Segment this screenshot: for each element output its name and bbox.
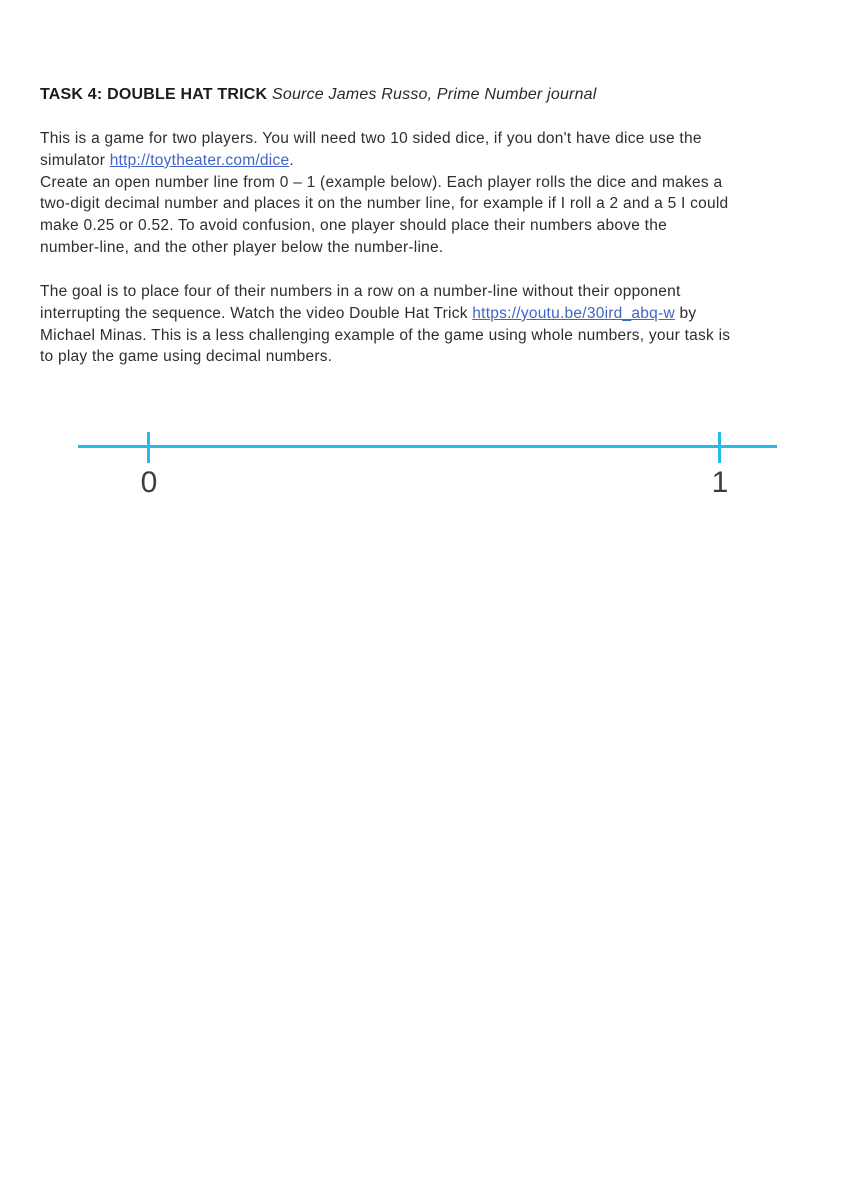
body-text: interrupting the sequence. Watch the video Double Hat Trick: [40, 304, 473, 322]
body-text: number-line, and the other player below the number-line.: [40, 238, 444, 256]
body-line: [40, 281, 820, 303]
tick-label-1: 1: [711, 466, 729, 499]
task-source: Source James Russo, Prime Number journal: [271, 86, 597, 103]
body-text: to play the game using decimal numbers.: [40, 348, 333, 366]
body-line: [40, 303, 820, 325]
video-link[interactable]: https://youtu.be/30ird_abq-w: [472, 304, 675, 322]
tick-mark-1: [718, 432, 721, 463]
body-line: [40, 237, 820, 259]
body-line: [40, 193, 820, 215]
body-text: This is a game for two players. You will need two 10 sided dice, if you don't have dice use the: [40, 130, 702, 147]
body-text: two-digit decimal number and places it on the number line, for example if I roll a 2 and a 5 I could: [40, 195, 729, 213]
body-line: [40, 215, 820, 237]
body-line: [40, 325, 820, 347]
dice-simulator-link[interactable]: http://toytheater.com/dice: [109, 151, 290, 169]
tick-mark-0: [147, 432, 150, 463]
number-line-axis: [78, 445, 777, 448]
body-line: [40, 150, 820, 172]
task-title: TASK 4: DOUBLE HAT TRICK: [40, 86, 268, 103]
body-line: [40, 346, 820, 368]
body-text: Create an open number line from 0 – 1 (example below). Each player rolls the dice and makes a: [40, 173, 723, 191]
intro-paragraphs: [40, 128, 820, 259]
page-title: [40, 84, 597, 106]
body-text: simulator: [40, 151, 110, 169]
body-text: make 0.25 or 0.52. To avoid confusion, one player should place their numbers above the: [40, 217, 667, 235]
body-text: .: [289, 151, 294, 169]
body-text: The goal is to place four of their numbers in a row on a number-line without their opponent: [40, 283, 681, 300]
tick-label-0: 0: [140, 466, 158, 499]
body-line: [40, 128, 820, 150]
body-line: [40, 172, 820, 194]
body-text: by: [674, 304, 697, 322]
body-text: Michael Minas. This is a less challenging example of the game using whole numbers, your task is: [40, 326, 731, 344]
goal-paragraph: [40, 281, 820, 368]
